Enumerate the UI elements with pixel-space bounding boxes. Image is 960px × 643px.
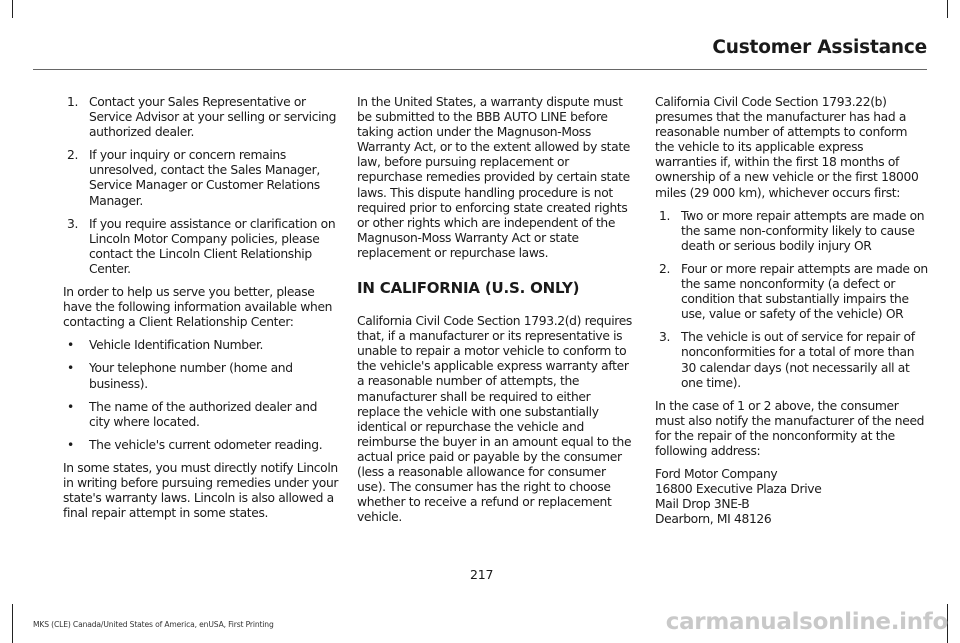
list-item-text: Two or more repair attempts are made on the same non-conformity likely to cause death or serious bodily injury OR — [681, 208, 925, 253]
address-line: Dearborn, MI 48126 — [655, 512, 772, 527]
column-3 — [655, 95, 928, 527]
bullet-icon: • — [67, 361, 74, 376]
list-item — [655, 262, 928, 322]
paragraph: California Civil Code Section 1793.2(d) requires that, if a manufacturer or its representative is unable to repair a motor vehicle to conform to the vehicle's applicable express warranty after a reasonable number of attempts, the manufacturer shall be required to either replace the vehicle with one substantially identical or repurchase the vehicle and reimburse the buyer in an amount equal to the actual price paid or payable by the consumer (less a reasonable allowance for consumer use). The consumer has the right to choose whether to receive a refund or replacement vehicle. — [357, 314, 632, 525]
contact-steps-list — [63, 95, 341, 277]
list-item — [63, 95, 341, 140]
list-item — [63, 438, 341, 453]
list-number: 1. — [659, 208, 671, 223]
list-number: 1. — [67, 95, 79, 109]
address-line: Ford Motor Company — [655, 467, 778, 482]
bullet-icon: • — [67, 338, 74, 353]
list-item — [655, 209, 928, 254]
page-number: 217 — [470, 567, 494, 582]
crop-mark — [947, 0, 948, 18]
footer-text: MKS (CLE) Canada/United States of America, enUSA, First Printing — [33, 620, 274, 629]
list-item-text: Your telephone number (home and business). — [89, 361, 293, 391]
list-item — [63, 217, 341, 277]
paragraph: In the case of 1 or 2 above, the consumer must also notify the manufacturer of the need for the repair of the nonconformity at the following address: — [655, 398, 925, 458]
list-number: 3. — [659, 330, 671, 345]
column-1 — [63, 95, 341, 529]
paragraph: California Civil Code Section 1793.22(b) presumes that the manufacturer has had a reasonable number of attempts to conform the vehicle to its applicable express warranties if, within the first 18 months of ownership of a new vehicle or the first 18000 miles (29 000 km), whichever occurs first: — [655, 95, 919, 200]
address-line: Mail Drop 3NE-B — [655, 497, 750, 512]
list-number: 3. — [67, 216, 79, 231]
paragraph: In some states, you must directly notify Lincoln in writing before pursuing remedies under your state's warranty laws. Lincoln is also allowed a final repair attempt in some states. — [63, 460, 339, 521]
crop-mark — [12, 0, 13, 18]
list-item-text: The vehicle is out of service for repair of nonconformities for a total of more than 30 calendar days (not necessarily all at one time). — [681, 330, 915, 390]
list-item — [63, 148, 341, 208]
conditions-list — [655, 209, 928, 391]
column-2 — [357, 95, 636, 533]
crop-mark — [12, 604, 13, 643]
address-line: 16800 Executive Plaza Drive — [655, 482, 822, 497]
watermark: carmanualsonline.info — [665, 609, 948, 635]
list-item — [63, 338, 341, 353]
list-item — [63, 361, 341, 391]
required-info-list — [63, 338, 341, 453]
list-item-text: The name of the authorized dealer and city where located. — [89, 399, 318, 429]
list-item-text: If you require assistance or clarification on Lincoln Motor Company policies, please contact the Lincoln Client Relationship Center. — [89, 216, 336, 276]
list-item — [655, 330, 928, 390]
list-item — [63, 400, 341, 430]
bullet-icon: • — [67, 437, 74, 452]
section-heading: IN CALIFORNIA (U.S. ONLY) — [357, 279, 580, 298]
list-item-text: If your inquiry or concern remains unresolved, contact the Sales Manager, Service Manager or Customer Relations Manager. — [89, 148, 320, 208]
paragraph: In order to help us serve you better, please have the following information available when contacting a Client Relationship Center: — [63, 285, 333, 330]
paragraph: In the United States, a warranty dispute must be submitted to the BBB AUTO LINE before taking action under the Magnuson-Moss Warranty Act, or to the extent allowed by state law, before pursuing replacement or repurchase remedies provided by certain state laws. This dispute handling procedure is not required prior to enforcing state created rights or other rights which are independent of the Magnuson-Moss Warranty Act or state replacement or repurchase laws. — [357, 95, 631, 260]
list-item-text: Four or more repair attempts are made on the same nonconformity (a defect or condition that substantially impairs the use, value or safety of the vehicle) OR — [681, 261, 928, 322]
list-number: 2. — [659, 261, 671, 276]
mailing-address — [655, 467, 928, 527]
header-divider — [33, 69, 927, 70]
list-item-text: Contact your Sales Representative or Service Advisor at your selling or servicing authorized dealer. — [89, 95, 337, 140]
list-item-text: The vehicle's current odometer reading. — [89, 437, 323, 452]
list-item-text: Vehicle Identification Number. — [89, 338, 264, 353]
list-number: 2. — [67, 148, 79, 163]
page-title: Customer Assistance — [712, 37, 927, 58]
bullet-icon: • — [67, 399, 74, 414]
